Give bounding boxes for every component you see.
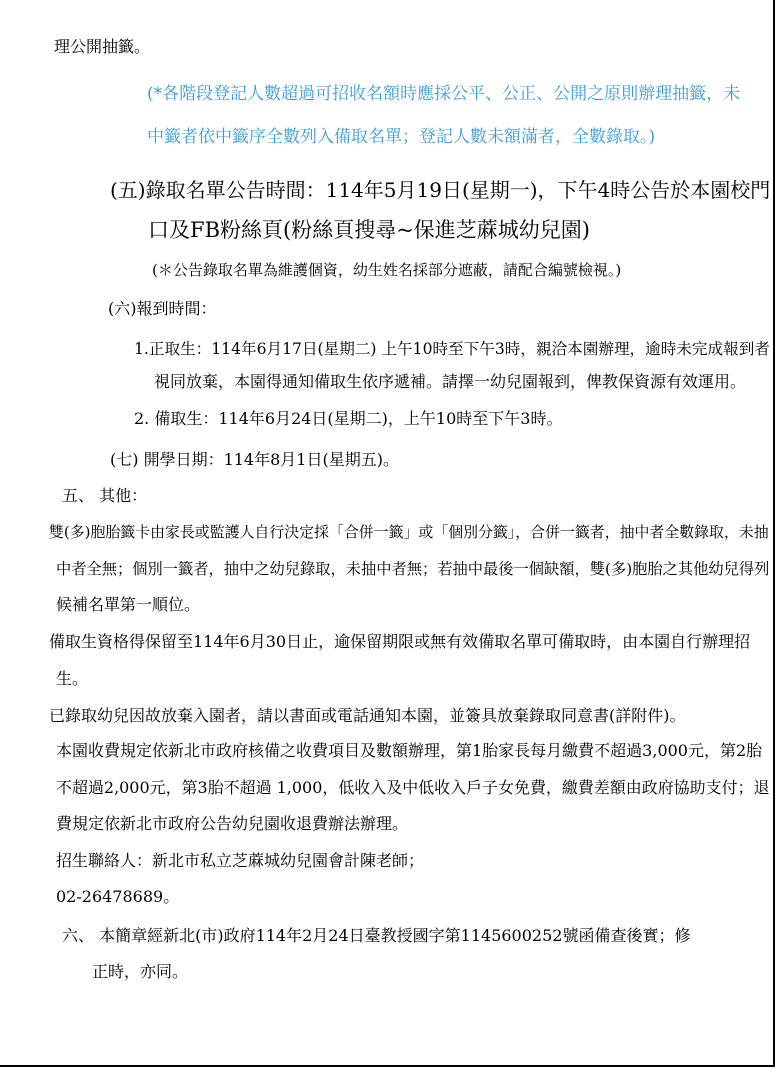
- other-item-4-line-2: 不超過2,000元，第3胎不超過 1,000，低收入及中低收入戶子女免費，繳費差額由政府協助支付；退: [56, 778, 770, 797]
- section-5-line-2: 口及FB粉絲頁(粉絲頁搜尋~保進芝蔴城幼兒園): [148, 218, 590, 242]
- part-5-title: 五、 其他：: [62, 486, 148, 505]
- other-item-4-line-3: 費規定依新北市政府公告幼兒園收退費辦法辦理。: [56, 814, 409, 833]
- section-5-note: (＊公告錄取名單為維護個資，幼生姓名採部分遮蔽，請配合編號檢視。): [152, 261, 622, 279]
- part-6-line-2: 正時，亦同。: [92, 962, 189, 981]
- other-item-5-contact: 招生聯絡人：新北市私立芝蔴城幼兒園會計陳老師；: [56, 851, 425, 870]
- lottery-note-line-2: 中籤者依中籤序全數列入備取名單；登記人數未額滿者，全數錄取。): [147, 127, 656, 147]
- other-item-1-line-1: 雙(多)胞胎籤卡由家長或監護人自行決定採「合併一籤」或「個別分籤」，合併一籤者，抽中者全數錄取，未抽: [49, 523, 769, 541]
- other-item-2-line-1: 備取生資格得保留至114年6月30日止，逾保留期限或無有效備取名單可備取時，由本園自行辦理招: [49, 632, 751, 651]
- other-item-1-line-2: 中者全無；個別一籤者，抽中之幼兒錄取，未抽中者無；若抽中最後一個缺額，雙(多)胞胎之其他幼兒得列: [56, 560, 770, 578]
- section-6-item-2: 2. 備取生：114年6月24日(星期二)，上午10時至下午3時。: [134, 409, 563, 428]
- section-6-item-1-line-1: 1.正取生：114年6月17日(星期二) 上午10時至下午3時，親洽本園辦理，逾時未完成報到者: [134, 340, 770, 358]
- section-7: (七) 開學日期：114年8月1日(星期五)。: [110, 450, 399, 469]
- other-item-2-line-2: 生。: [56, 669, 89, 688]
- text-line-procedure-end: 理公開抽籤。: [54, 37, 151, 56]
- page-border-right: [773, 0, 775, 1067]
- lottery-note-line-1: (*各階段登記人數超過可招收名額時應採公平、公正、公開之原則辦理抽籤，未: [147, 84, 741, 104]
- section-6-item-1-line-2: 視同放棄，本園得通知備取生依序遞補。請擇一幼兒園報到，俾教保資源有效運用。: [154, 372, 747, 391]
- other-item-1-line-3: 候補名單第一順位。: [56, 595, 201, 614]
- other-item-5-phone: 02-26478689。: [56, 887, 180, 906]
- section-5-line-1: (五)錄取名單公告時間：114年5月19日(星期一)，下午4時公告於本園校門: [110, 178, 771, 202]
- part-6-line-1: 六、 本簡章經新北(市)政府114年2月24日臺教授國字第1145600252號函備查後實；修: [62, 926, 691, 945]
- section-6-title: (六)報到時間：: [108, 299, 217, 318]
- other-item-4-line-1: 本園收費規定依新北市政府核備之收費項目及數額辦理，第1胎家長每月繳費不超過3,000元，第2胎: [56, 741, 763, 760]
- page-border-bottom: [0, 1065, 775, 1067]
- other-item-3: 已錄取幼兒因故放棄入園者，請以書面或電話通知本園，並簽具放棄錄取同意書(詳附件)。: [49, 706, 686, 725]
